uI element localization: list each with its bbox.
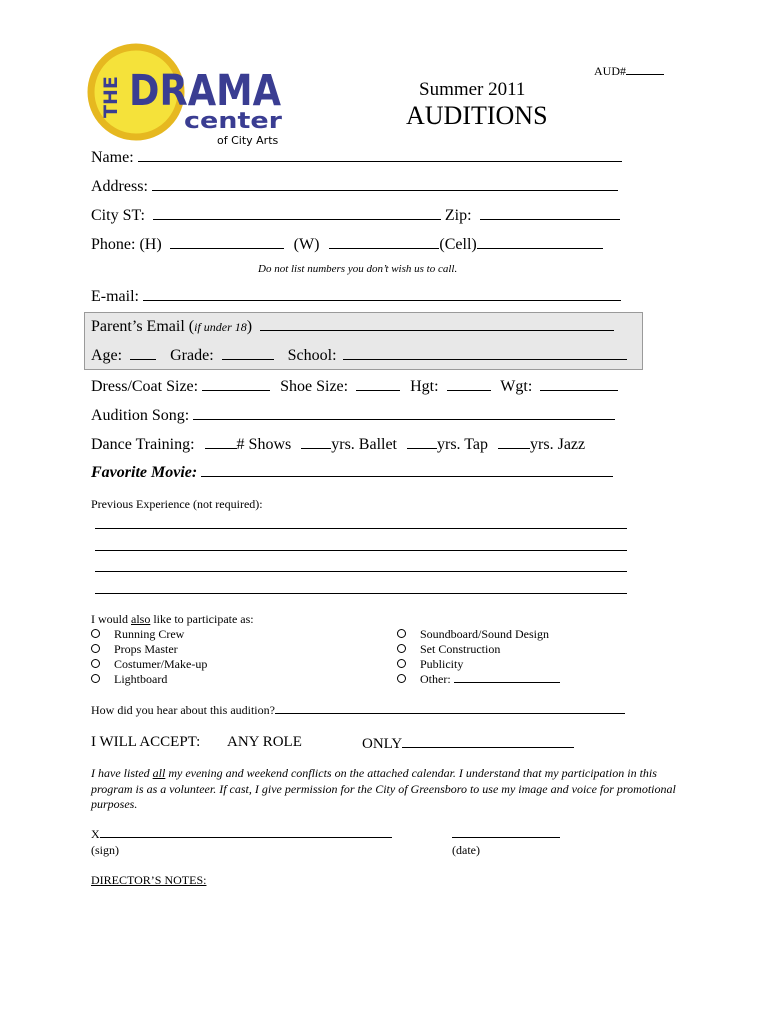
- only-option[interactable]: ONLY: [362, 736, 403, 752]
- radio-circle-icon[interactable]: [397, 644, 406, 653]
- shows-field[interactable]: [205, 435, 237, 449]
- grade-label: Grade:: [170, 347, 214, 364]
- logo-of-city-arts: of City Arts: [217, 134, 279, 147]
- experience-line[interactable]: [95, 550, 627, 551]
- shoe-size-field[interactable]: [356, 377, 400, 391]
- participate-left-list: [91, 627, 207, 687]
- zip-label: Zip:: [444, 207, 472, 224]
- parents-email-field[interactable]: [260, 317, 614, 331]
- phone-work-label: (W): [293, 236, 320, 253]
- option-lightboard[interactable]: [91, 672, 207, 687]
- option-soundboard[interactable]: [397, 627, 560, 642]
- logo-center: center: [184, 109, 283, 134]
- option-label: Set Construction: [420, 642, 501, 656]
- participate-right-list: [397, 627, 560, 687]
- sign-caption: (sign): [91, 843, 119, 857]
- date-caption: (date): [452, 843, 480, 857]
- directors-notes-label: DIRECTOR’S NOTES:: [91, 873, 207, 887]
- dress-coat-label: Dress/Coat Size:: [91, 378, 199, 395]
- parents-email-row: [91, 317, 614, 336]
- page-title: AUDITIONS: [406, 101, 548, 130]
- city-state-field[interactable]: [153, 206, 441, 220]
- shows-label: # Shows: [236, 436, 292, 453]
- hear-about-field[interactable]: [275, 703, 625, 714]
- experience-line[interactable]: [95, 593, 627, 594]
- audition-song-field[interactable]: [193, 406, 615, 420]
- participate-intro-also: also: [131, 612, 151, 626]
- age-field[interactable]: [130, 346, 156, 360]
- option-label: Other:: [420, 672, 451, 686]
- consent-post: my evening and weekend conflicts on the attached calendar. I understand that my participation in this program is as a volunteer. If cast, I give permission for the City of Greensboro to use my image and voice for promotional purposes.: [91, 766, 676, 811]
- favorite-movie-field[interactable]: [201, 463, 613, 477]
- radio-circle-icon[interactable]: [91, 629, 100, 638]
- name-field[interactable]: [138, 148, 622, 162]
- logo-the: THE: [100, 76, 122, 118]
- zip-field[interactable]: [480, 206, 620, 220]
- grade-field[interactable]: [222, 346, 274, 360]
- radio-circle-icon[interactable]: [91, 644, 100, 653]
- phone-note: Do not list numbers you don’t wish us to call.: [258, 263, 458, 275]
- participate-intro-pre: I would: [91, 612, 131, 626]
- signature-field[interactable]: [100, 827, 392, 838]
- paren-close: ): [246, 318, 253, 335]
- accept-label: I WILL ACCEPT:: [91, 734, 201, 750]
- audition-song-label: Audition Song:: [91, 407, 190, 424]
- tap-label: yrs. Tap: [437, 436, 489, 453]
- dance-training-row: [91, 435, 585, 454]
- phone-home-field[interactable]: [170, 235, 284, 249]
- option-label: Running Crew: [114, 627, 185, 641]
- option-running-crew[interactable]: [91, 627, 207, 642]
- aud-label: AUD#: [594, 64, 626, 78]
- logo-drama: DRAMA: [129, 66, 282, 116]
- jazz-label: yrs. Jazz: [530, 436, 586, 453]
- radio-circle-icon[interactable]: [91, 674, 100, 683]
- ballet-label: yrs. Ballet: [331, 436, 397, 453]
- address-row: [91, 177, 618, 196]
- phone-cell-label: (Cell): [439, 236, 477, 253]
- option-set-construction[interactable]: [397, 642, 560, 657]
- height-label: Hgt:: [410, 378, 439, 395]
- city-row: [91, 206, 620, 225]
- any-role-option[interactable]: ANY ROLE: [227, 734, 302, 750]
- email-row: [91, 287, 621, 306]
- option-label: Props Master: [114, 642, 178, 656]
- radio-circle-icon[interactable]: [397, 674, 406, 683]
- dance-training-label: Dance Training:: [91, 436, 195, 453]
- consent-pre: I have listed: [91, 766, 153, 780]
- favorite-movie-label: Favorite Movie:: [91, 464, 198, 481]
- consent-statement: [91, 766, 681, 813]
- drama-center-logo: [86, 38, 296, 150]
- only-field[interactable]: [402, 734, 574, 748]
- option-label: Costumer/Make-up: [114, 657, 208, 671]
- option-label: Publicity: [420, 657, 464, 671]
- option-publicity[interactable]: [397, 657, 560, 672]
- phone-row: [91, 235, 603, 254]
- audition-song-row: [91, 406, 615, 425]
- participate-intro: [91, 612, 254, 627]
- name-label: Name:: [91, 149, 134, 166]
- dress-coat-field[interactable]: [202, 377, 270, 391]
- experience-line[interactable]: [95, 528, 627, 529]
- option-props-master[interactable]: [91, 642, 207, 657]
- age-row: [91, 346, 627, 365]
- ballet-field[interactable]: [301, 435, 331, 449]
- jazz-field[interactable]: [498, 435, 530, 449]
- option-label: Lightboard: [114, 672, 168, 686]
- radio-circle-icon[interactable]: [91, 659, 100, 668]
- school-label: School:: [287, 347, 337, 364]
- season-label: Summer 2011: [419, 79, 526, 100]
- hear-about-label: How did you hear about this audition?: [91, 703, 275, 717]
- hear-about-row: [91, 703, 625, 718]
- signature-x: X: [91, 827, 100, 841]
- shoe-size-label: Shoe Size:: [280, 378, 349, 395]
- age-label: Age:: [91, 347, 123, 364]
- phone-work-field[interactable]: [329, 235, 439, 249]
- sizes-row: [91, 377, 618, 396]
- address-field[interactable]: [152, 177, 618, 191]
- weight-field[interactable]: [540, 377, 618, 391]
- date-field[interactable]: [452, 837, 560, 838]
- participate-intro-post: like to participate as:: [150, 612, 254, 626]
- radio-circle-icon[interactable]: [397, 629, 406, 638]
- phone-home-label: Phone: (H): [91, 236, 162, 253]
- address-label: Address:: [91, 178, 148, 195]
- email-label: E-mail:: [91, 288, 139, 305]
- favorite-movie-row: [91, 463, 613, 482]
- city-state-label: City ST:: [91, 207, 145, 224]
- tap-field[interactable]: [407, 435, 437, 449]
- name-row: [91, 148, 622, 167]
- radio-circle-icon[interactable]: [397, 659, 406, 668]
- weight-label: Wgt:: [500, 378, 533, 395]
- option-label: Soundboard/Sound Design: [420, 627, 549, 641]
- school-field[interactable]: [343, 346, 627, 360]
- option-other[interactable]: [397, 672, 560, 687]
- previous-experience-label: Previous Experience (not required):: [91, 497, 263, 511]
- signature-row: [91, 827, 392, 842]
- experience-line[interactable]: [95, 571, 627, 572]
- phone-cell-field[interactable]: [477, 235, 603, 249]
- consent-all: all: [152, 766, 166, 780]
- if-under-18-note: if under 18: [194, 320, 247, 334]
- aud-number-field[interactable]: [594, 64, 664, 79]
- other-field[interactable]: [454, 672, 560, 683]
- email-field[interactable]: [143, 287, 621, 301]
- only-row: [362, 734, 574, 753]
- option-costumer-makeup[interactable]: [91, 657, 207, 672]
- parents-email-label: Parent’s Email (: [91, 318, 195, 335]
- height-field[interactable]: [447, 377, 491, 391]
